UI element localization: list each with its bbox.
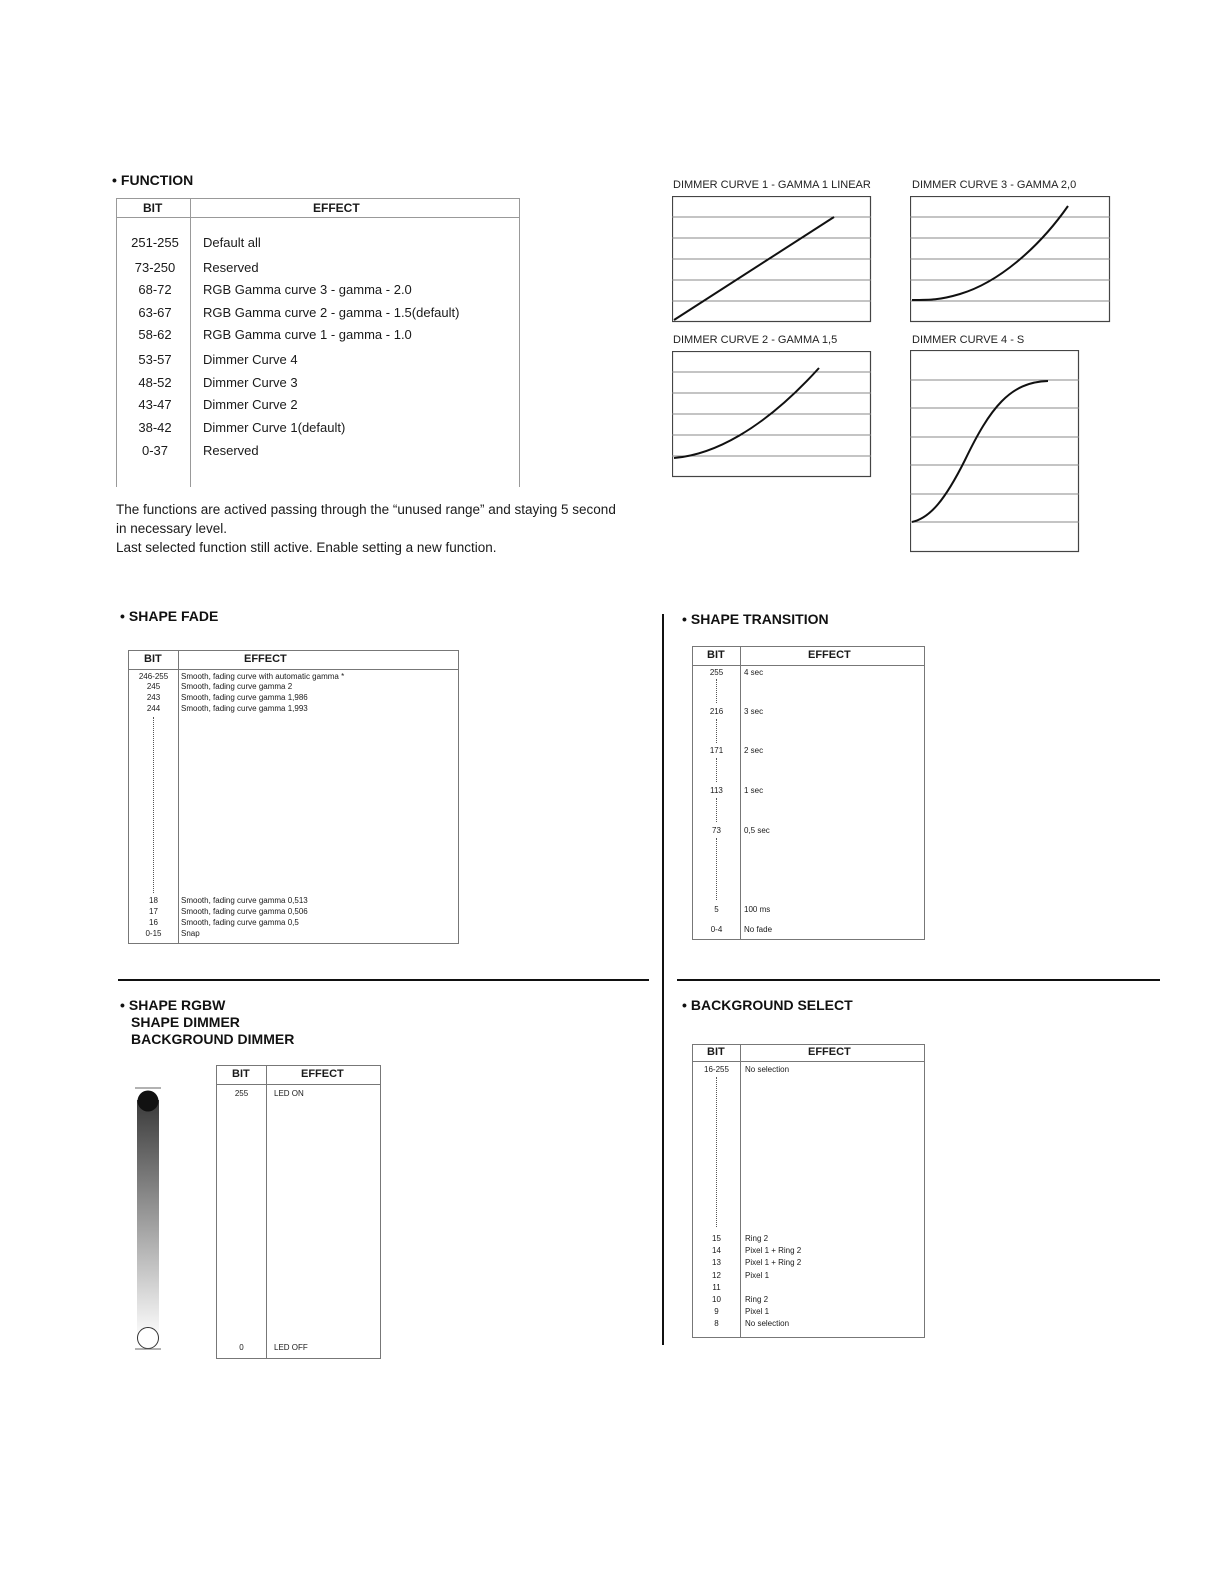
dimmer-gradient-bar [133, 1086, 163, 1352]
curve3-title: DIMMER CURVE 3 - GAMMA 2,0 [912, 179, 1077, 191]
curve4-graph [910, 350, 1080, 553]
curve2-graph [672, 351, 872, 478]
curve1-graph [672, 196, 872, 323]
function-col-effect: EFFECT [313, 201, 360, 215]
shape-fade-table: BIT EFFECT 246-255 Smooth, fading curve with automatic gamma * 245 Smooth, fading curve gamma 2 243 Smooth, fading curve gamma 1,986 244 Smooth, fading curve gamma 1,993 18 Smooth, fading curve gamma 0,513 17 Smooth, fading curve gamma 0,506 16 Smooth, fading curve gamma 0,5 0-15 Snap [128, 650, 459, 944]
table-row: 73-250 Reserved [134, 260, 259, 275]
table-row: 68-72 RGB Gamma curve 3 - gamma - 2.0 [138, 282, 412, 297]
table-row: 43-47 Dimmer Curve 2 [138, 397, 298, 412]
table-row: 38-42 Dimmer Curve 1(default) [138, 420, 346, 435]
function-note-line3: Last selected function still active. Enable setting a new function. [116, 540, 497, 555]
table-row: 0-37 Reserved [141, 443, 259, 458]
table-row: 251-255 Default all [131, 235, 261, 250]
curve2-title: DIMMER CURVE 2 - GAMMA 1,5 [673, 334, 838, 346]
function-heading: • FUNCTION [112, 172, 194, 188]
shape-transition-heading: • SHAPE TRANSITION [682, 611, 829, 627]
shape-transition-table: BIT EFFECT 255 4 sec 216 3 sec 171 2 sec 113 1 sec 73 0,5 sec 5 100 ms 0-4 No fade [692, 646, 925, 940]
table-row: 48-52 Dimmer Curve 3 [138, 375, 298, 390]
curve3-graph [910, 196, 1111, 323]
function-col-bit: BIT [143, 201, 163, 215]
shape-fade-heading: • SHAPE FADE [120, 608, 219, 624]
shape-rgbw-table: BIT EFFECT 255 LED ON 0 LED OFF [216, 1065, 381, 1359]
table-row: 63-67 RGB Gamma curve 2 - gamma - 1.5(default) [138, 305, 460, 320]
background-select-heading: • BACKGROUND SELECT [682, 997, 853, 1013]
shape-rgbw-heading: • SHAPE RGBW SHAPE DIMMER BACKGROUND DIMMER [120, 997, 295, 1047]
table-row: 53-57 Dimmer Curve 4 [138, 352, 298, 367]
curve4-title: DIMMER CURVE 4 - S [912, 334, 1025, 346]
section-divider-right [677, 979, 1160, 981]
section-divider-left [118, 979, 649, 981]
curve1-title: DIMMER CURVE 1 - GAMMA 1 LINEAR [673, 179, 871, 191]
function-note-line1: The functions are actived passing through the “unused range” and staying 5 second [116, 502, 616, 517]
function-table [116, 198, 520, 487]
table-row: 58-62 RGB Gamma curve 1 - gamma - 1.0 [138, 327, 412, 342]
function-note-line2: in necessary level. [116, 521, 228, 536]
background-select-table: BIT EFFECT 16-255 No selection 15 Ring 2 14 Pixel 1 + Ring 2 13 Pixel 1 + Ring 2 12 Pixel 1 11 10 Ring 2 9 Pixel 1 8 No selection [692, 1044, 925, 1338]
column-divider [662, 614, 664, 1345]
